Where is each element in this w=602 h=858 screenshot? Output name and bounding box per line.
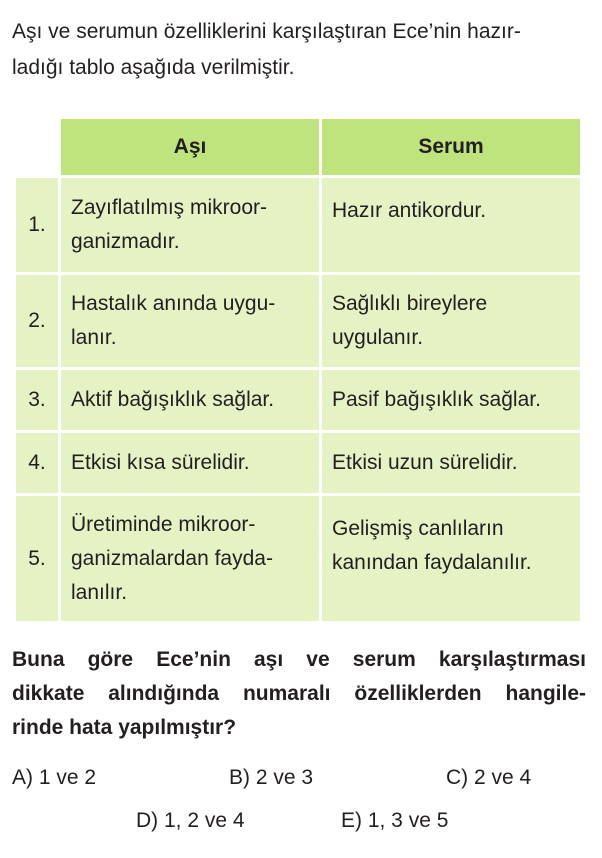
cell-line: Etkisi kısa sürelidir. bbox=[71, 451, 250, 474]
cell-line: Üretiminde mikroor- bbox=[71, 512, 256, 536]
cell-line: Aktif bağışıklık sağlar. bbox=[71, 388, 275, 411]
cell-line: ganizmadır. bbox=[71, 230, 180, 253]
serum-cell bbox=[322, 275, 580, 367]
question-text bbox=[12, 643, 586, 745]
cell-line: Hazır antikordur. bbox=[332, 199, 487, 222]
table-row bbox=[16, 178, 580, 272]
option-e[interactable]: E) 1, 3 ve 5 bbox=[341, 809, 449, 832]
row-number: 2. bbox=[16, 275, 58, 367]
cell-line: uygulanır. bbox=[332, 326, 424, 349]
intro-text bbox=[12, 14, 590, 86]
intro-line-2: ladığı tablo aşağıda verilmiştir. bbox=[12, 56, 295, 79]
cell-line: Gelişmiş canlıların bbox=[332, 517, 504, 540]
question-line-3: rinde hata yapılmıştır? bbox=[12, 716, 237, 739]
header-blank-cell bbox=[16, 119, 58, 175]
table-row bbox=[16, 275, 580, 367]
table-header-row bbox=[16, 119, 580, 175]
row-number: 1. bbox=[16, 178, 58, 272]
cell-line: lanılır. bbox=[71, 580, 128, 604]
serum-cell bbox=[322, 370, 580, 430]
header-serum: Serum bbox=[322, 119, 580, 175]
cell-line: lanır. bbox=[71, 326, 117, 349]
asi-cell bbox=[61, 496, 319, 621]
option-d[interactable]: D) 1, 2 ve 4 bbox=[136, 809, 245, 832]
option-b[interactable]: B) 2 ve 3 bbox=[229, 766, 314, 789]
serum-cell bbox=[322, 496, 580, 621]
cell-line: ganizmalardan fayda- bbox=[71, 546, 273, 570]
table-row bbox=[16, 370, 580, 430]
question-line-1: Buna göre Ece’nin aşı ve serum karşılaştırması bbox=[12, 648, 586, 671]
row-number: 3. bbox=[16, 370, 58, 430]
table-row bbox=[16, 433, 580, 493]
option-a[interactable]: A) 1 ve 2 bbox=[12, 766, 97, 789]
cell-line: Sağlıklı bireylere bbox=[332, 292, 488, 315]
cell-line: Pasif bağışıklık sağlar. bbox=[332, 388, 541, 411]
asi-cell bbox=[61, 178, 319, 272]
table-row bbox=[16, 496, 580, 621]
cell-line: Zayıflatılmış mikroor- bbox=[71, 196, 268, 219]
header-asi: Aşı bbox=[61, 119, 319, 175]
serum-cell bbox=[322, 178, 580, 272]
asi-cell bbox=[61, 275, 319, 367]
comparison-table bbox=[13, 116, 583, 624]
row-number: 4. bbox=[16, 433, 58, 493]
cell-line: kanından faydalanılır. bbox=[332, 551, 532, 574]
intro-line-1: Aşı ve serumun özelliklerini karşılaştıran Ece’nin hazır- bbox=[12, 20, 521, 43]
cell-line: Etkisi uzun sürelidir. bbox=[332, 451, 518, 474]
serum-cell bbox=[322, 433, 580, 493]
asi-cell bbox=[61, 370, 319, 430]
question-line-2: dikkate alındığında numaralı özelliklerden hangile- bbox=[12, 682, 586, 705]
asi-cell bbox=[61, 433, 319, 493]
row-number: 5. bbox=[16, 496, 58, 621]
option-c[interactable]: C) 2 ve 4 bbox=[446, 766, 532, 789]
cell-line: Hastalık anında uygu- bbox=[71, 292, 276, 315]
